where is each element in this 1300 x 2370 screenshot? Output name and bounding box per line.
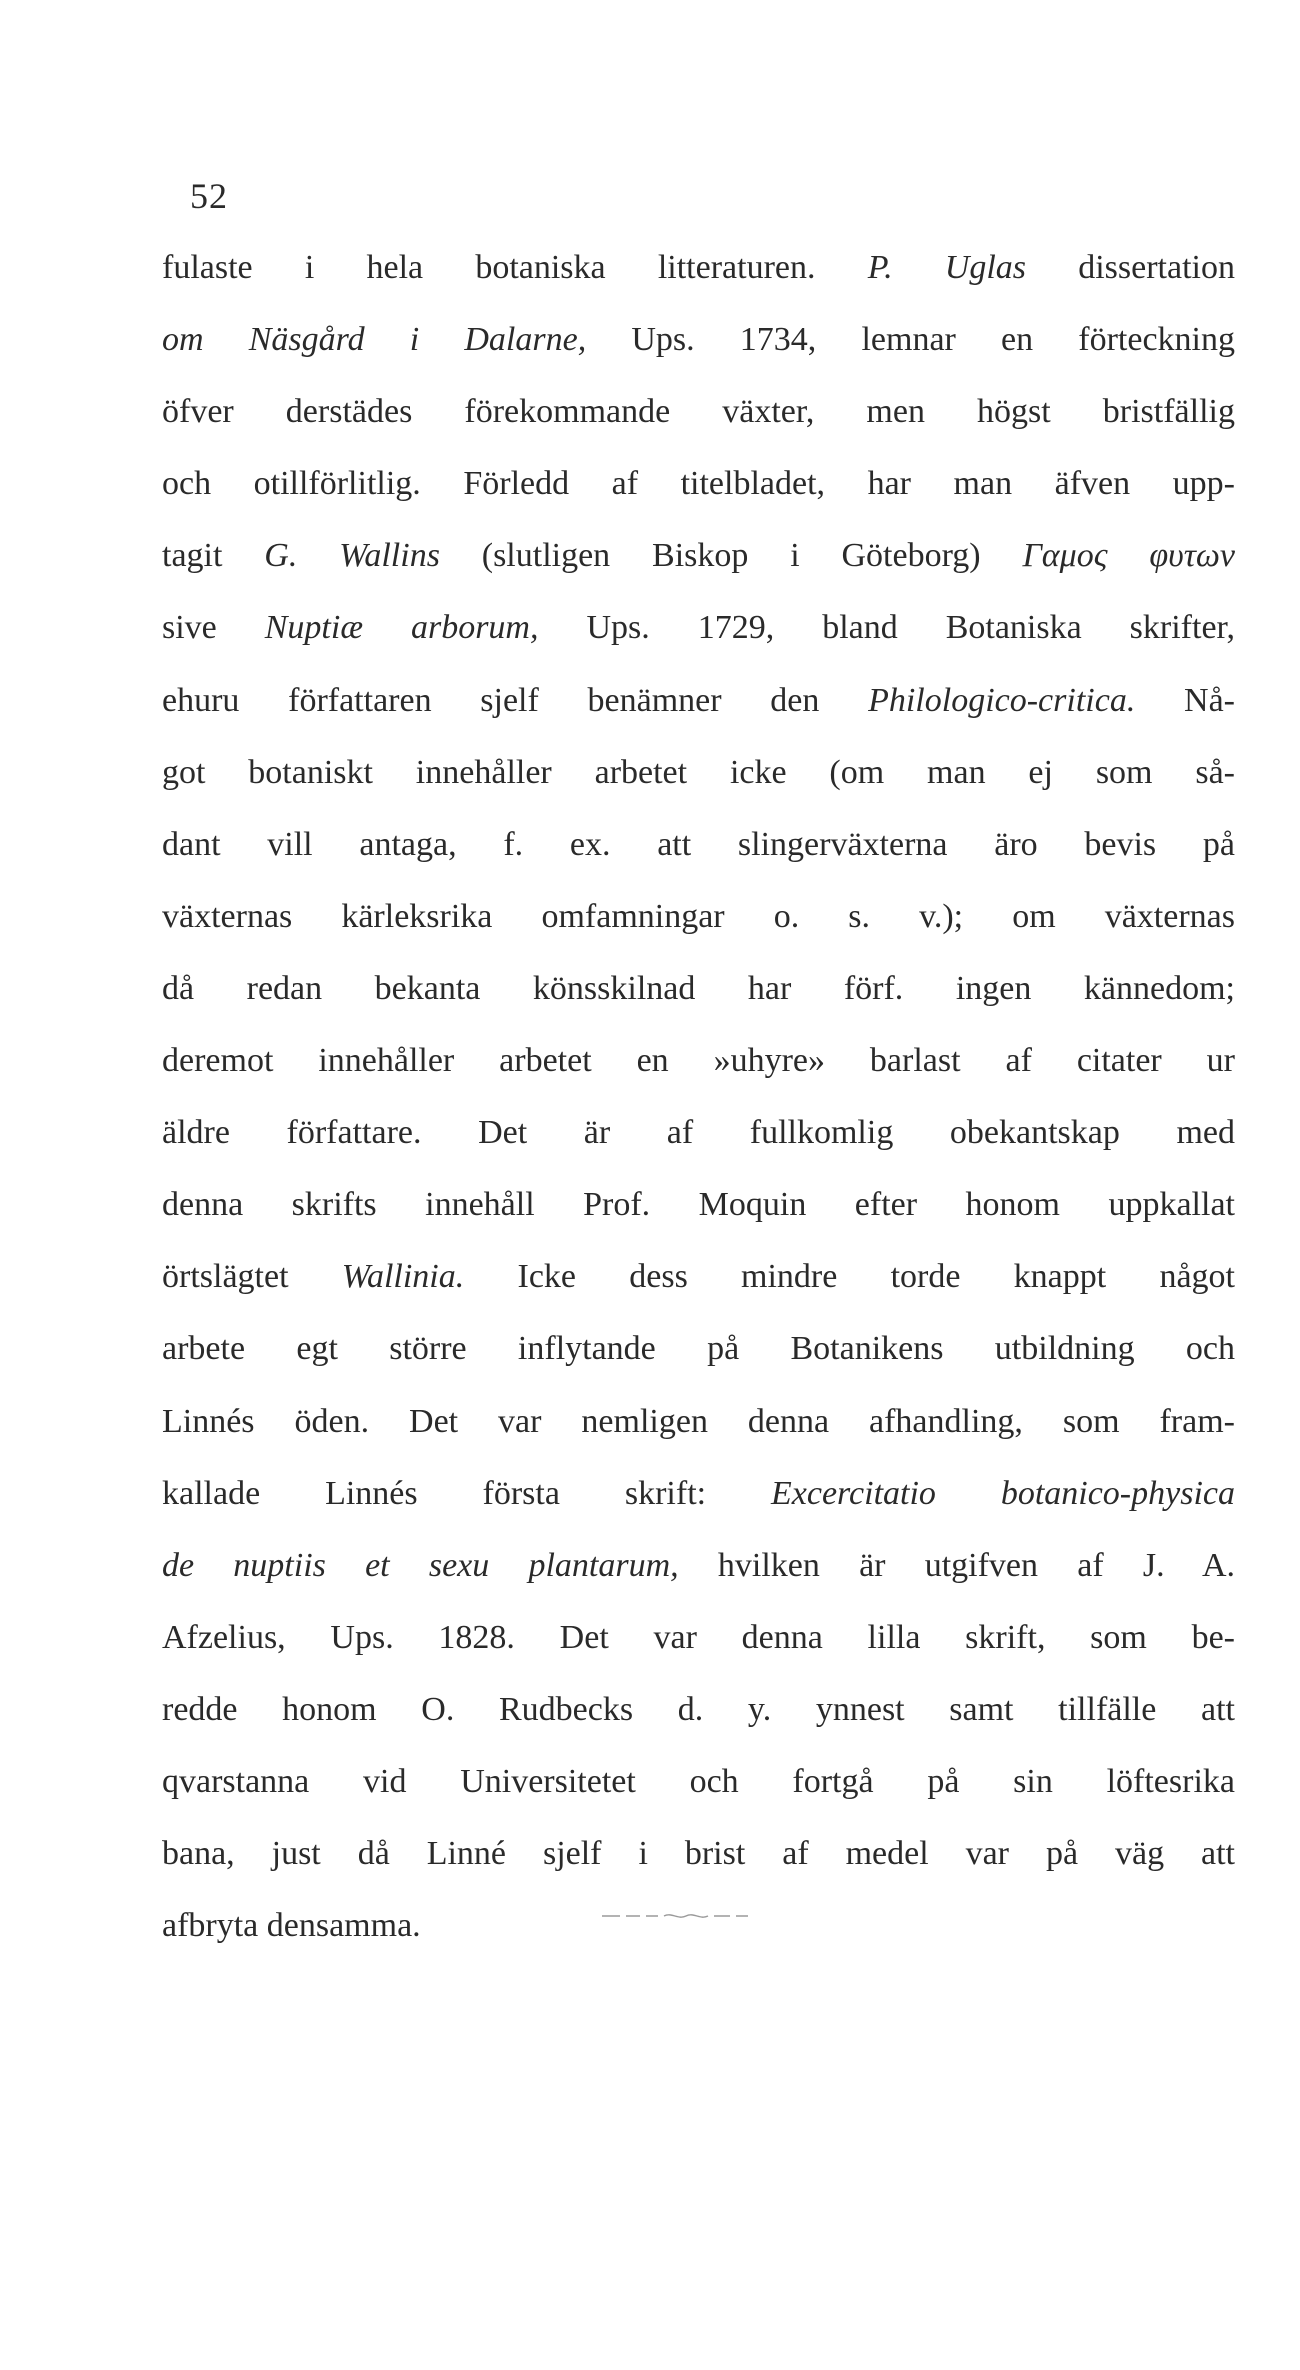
text-segment: Nå- — [1135, 681, 1235, 719]
text-line — [162, 1690, 1235, 1762]
text-segment: dant vill antaga, f. ex. att slingerväxterna äro bevis på — [162, 825, 1235, 863]
body-text — [162, 248, 1235, 1978]
text-line — [162, 320, 1235, 392]
text-segment: bana, just då Linné sjelf i brist af medel var på väg att — [162, 1835, 1235, 1873]
text-line — [162, 1402, 1235, 1474]
text-segment: äldre författare. Det är af fullkomlig obekantskap med — [162, 1114, 1235, 1152]
text-segment: fulaste i hela botaniska litteraturen. — [162, 249, 868, 286]
text-segment: dissertation — [1026, 249, 1235, 286]
text-segment: Afzelius, Ups. 1828. Det var denna lilla skrift, som be- — [162, 1618, 1235, 1656]
text-line — [162, 825, 1235, 897]
text-line — [162, 1546, 1235, 1618]
italic-segment: Philologico-critica. — [868, 681, 1136, 719]
italic-segment: G. Wallins — [264, 537, 440, 575]
text-segment: kallade Linnés första skrift: — [162, 1474, 772, 1512]
text-line — [162, 1257, 1235, 1329]
text-line — [162, 1113, 1235, 1185]
text-line — [162, 1041, 1235, 1113]
page-number: 52 — [190, 176, 228, 216]
text-line — [162, 1834, 1235, 1906]
text-segment: denna skrifts innehåll Prof. Moquin efter honom uppkallat — [162, 1186, 1235, 1224]
text-segment: och otillförlitlig. Förledd af titelbladet, har man äfven upp- — [162, 465, 1235, 503]
text-segment: öfver derstädes förekommande växter, men högst bristfällig — [162, 393, 1235, 431]
italic-segment: Excercitatio botanico-physica — [771, 1474, 1235, 1512]
italic-segment: Wallinia. — [341, 1258, 465, 1296]
text-segment: örtslägtet — [162, 1258, 342, 1296]
text-line — [162, 1618, 1235, 1690]
ornament-divider — [600, 1910, 750, 1922]
italic-segment: P. Uglas — [867, 249, 1027, 286]
text-line — [162, 392, 1235, 464]
text-segment: arbete egt större inflytande på Botanikens utbildning och — [162, 1330, 1235, 1368]
text-segment: deremot innehåller arbetet en »uhyre» barlast af citater ur — [162, 1042, 1235, 1080]
text-line — [162, 536, 1235, 608]
text-line — [162, 464, 1235, 536]
text-segment: växternas kärleksrika omfamningar o. s. v.); om växternas — [162, 897, 1235, 935]
text-line — [162, 1329, 1235, 1401]
text-line — [162, 248, 1235, 320]
text-segment: då redan bekanta könsskilnad har förf. ingen kännedom; — [162, 969, 1235, 1007]
text-segment: Linnés öden. Det var nemligen denna afhandling, som fram- — [162, 1402, 1235, 1440]
text-segment: sive — [162, 609, 265, 647]
text-segment: redde honom O. Rudbecks d. y. ynnest samt tillfälle att — [162, 1690, 1235, 1728]
text-segment: Ups. 1734, lemnar en förteckning — [586, 321, 1235, 359]
italic-segment: de nuptiis et sexu plantarum, — [162, 1546, 679, 1584]
text-line — [162, 608, 1235, 680]
text-line — [162, 681, 1235, 753]
text-line — [162, 753, 1235, 825]
text-segment: hvilken är utgifven af J. A. — [678, 1546, 1235, 1584]
text-segment: ehuru författaren sjelf benämner den — [162, 681, 869, 719]
text-segment: Icke dess mindre torde knappt något — [464, 1258, 1235, 1296]
text-line — [162, 897, 1235, 969]
italic-segment: om Näsgård i Dalarne, — [162, 321, 587, 359]
text-segment: afbryta densamma. — [162, 1907, 421, 1945]
italic-segment: Γαμος φυτων — [1022, 537, 1235, 575]
text-segment: got botaniskt innehåller arbetet icke (om man ej som så- — [162, 753, 1235, 791]
text-segment: qvarstanna vid Universitetet och fortgå på sin löftesrika — [162, 1762, 1235, 1800]
text-segment: (slutligen Biskop i Göteborg) — [439, 537, 1023, 575]
text-line — [162, 1185, 1235, 1257]
text-segment: tagit — [162, 537, 265, 575]
text-line — [162, 1762, 1235, 1834]
text-line — [162, 1474, 1235, 1546]
text-line — [162, 969, 1235, 1041]
text-segment: Ups. 1729, bland Botaniska skrifter, — [538, 609, 1235, 647]
italic-segment: Nuptiæ arborum, — [264, 609, 539, 647]
